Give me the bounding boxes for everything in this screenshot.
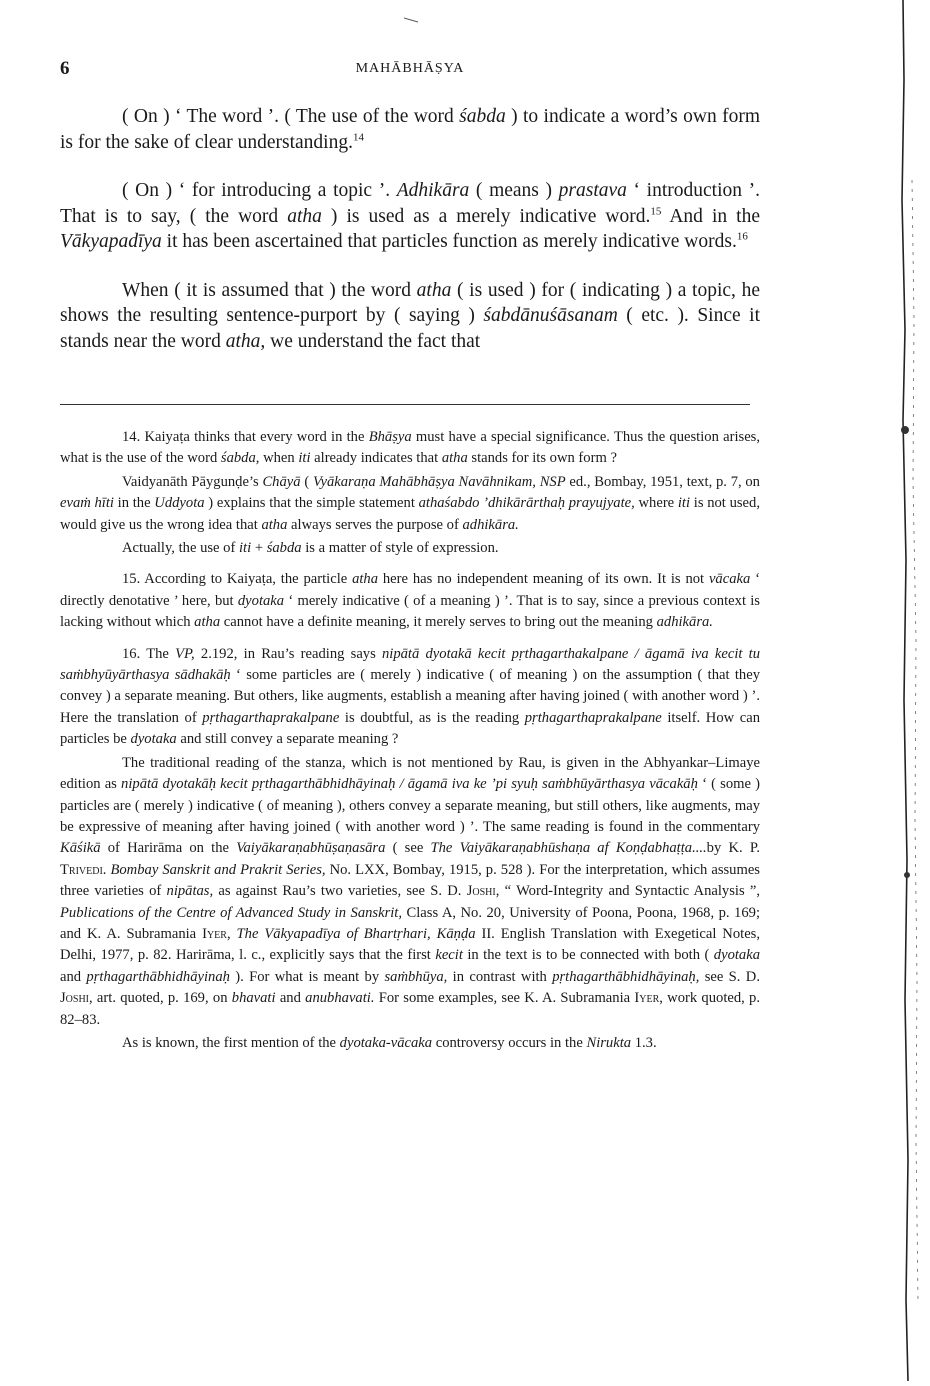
footnote-14-para-1: 14. Kaiyaṭa thinks that every word in the Bhāṣya must have a special significance. Thus the question arises, what is the use of the word śabda, when iti already indicates that atha stands for its own form ? [60,429,761,467]
footnote-14-para-3: Actually, the use of iti + śabda is a matter of style of expression. [122,540,499,557]
footnote-ref-16[interactable]: 16 [736,230,748,243]
main-paragraph-1: ( On ) ‘ The word ’. ( The use of the word śabda ) to indicate a word’s own form is for the sake of clear understanding.$^{14}$ [60,106,760,153]
running-title: MAHĀBHĀṢYA [355,61,465,76]
scanned-binding-edge [900,0,920,1381]
footnote-14-para-2: Vaidyanāth Pāygunḍe’s Chāyā ( Vyākaraṇa Mahābhāṣya Navāhnikam, NSP ed., Bombay, 1951, text, p. 7, on evaṁ hīti in the Uddyota ) explains that the simple statement athaśabdo ’dhikārārthaḥ prayujyate, where iti is not used, would give us the wrong idea that atha always serves the purpose of adhikāra. [60,473,760,533]
footnote-divider [60,404,750,405]
main-paragraph-3: When ( it is assumed that ) the word atha ( is used ) for ( indicating ) a topic, he shows the resulting sentence-purport by ( saying ) śabdānuśāsanam ( etc. ). Since it stands near the word atha, we understand the fact that [60,279,761,352]
main-paragraph-2: ( On ) ‘ for introducing a topic ’. Adhikāra ( means ) prastava ‘ introduction ’. That is to say, ( the word atha ) is used as a merely indicative word.$^{15}$ And in the Vākyapadīya it has been ascertained that particles function as merely indicative words.$^{16}$ [60,180,761,252]
main-text [60,104,760,354]
footnote-spacer [60,559,760,569]
page-number: 6 [60,58,70,79]
footnote-ref-14[interactable]: 14 [352,131,364,143]
footnotes [60,427,760,1054]
footnote-spacer [60,634,760,644]
footnote-16-para-2: The traditional reading of the stanza, which is not mentioned by Rau, is given in the Abhyankar–Limaye edition as nipātā dyotakāḥ kecit pṛthagarthābhidhāyinaḥ / āgamā iva ke ’pi syuḥ saṁbhūyārthasya vācakāḥ ‘ ( some ) particles are ( merely ) indicative ( of meaning ), others convey a separate meaning, but still others, like augments, may be expressive of meaning after having joined ( with another word ) ’. The same reading is found in the commentary Kāśikā of Harirāma on the Vaiyākaraṇabhūṣaṇasāra ( see The Vaiyākaraṇabhūshaṇa af Koṇḍabhaṭṭa....by K. P. Trivedi. Bombay Sanskrit and Prakrit Series, No. LXX, Bombay, 1915, p. 528 ). For the interpretation, which assumes three varieties of nipātas, as against Rau’s two varieties, see S. D. Joshi, “ Word-Integrity and Syntactic Analysis ”, Publications of the Centre of Advanced Study in Sanskrit, Class A, No. 20, University of Poona, Poona, 1968, p. 169; and K. A. Subramania Iyer, The Vākyapadīya of Bhartṛhari, Kāṇḍa II. English Translation with Exegetical Notes, Delhi, 1977, p. 82. Harirāma, l. c., explicitly says that the first kecit in the text is to be connected with both ( dyotaka and pṛthagarthābhidhāyinaḥ ). For what is meant by saṁbhūya, in contrast with pṛthagarthābhidhāyinaḥ, see S. D. Joshi, art. quoted, p. 169, on bhavati and anubhavati. For some examples, see K. A. Subramania Iyer, work quoted, p. 82–83. [60,754,761,1028]
page-header [60,58,760,82]
footnote-ref-15[interactable]: 15 [650,205,662,217]
footnote-16-para-1: 16. The VP, 2.192, in Rau’s reading says nipātā dyotakā kecit pṛthagarthakalpane / āgamā iva kecit tu saṁbhyūyārthasya sādhakāḥ ‘ some particles are ( merely ) indicative ( of meaning ) on the assumption ( that they convey ) a separate meaning. But others, like augments, establish a meaning after having joined ( with another word ) ’. Here the translation of pṛthagarthaprakalpane is doubtful, as is the reading pṛthagarthaprakalpane itself. How can particles be dyotaka and still convey a separate meaning ? [60,645,760,748]
footnote-16-para-3: As is known, the first mention of the dyotaka-vācaka controversy occurs in the Nirukta 1.3. [122,1034,657,1051]
scan-artifact-mark [404,10,418,16]
footnote-15: 15. According to Kaiyaṭa, the particle atha here has no independent meaning of its own. It is not vācaka ‘ directly denotative ’ here, but dyotaka ‘ merely indicative ( of a meaning ) ’. That is to say, since a previous context is lacking without which atha cannot have a definite meaning, it merely serves to bring out the meaning adhikāra. [60,571,760,631]
